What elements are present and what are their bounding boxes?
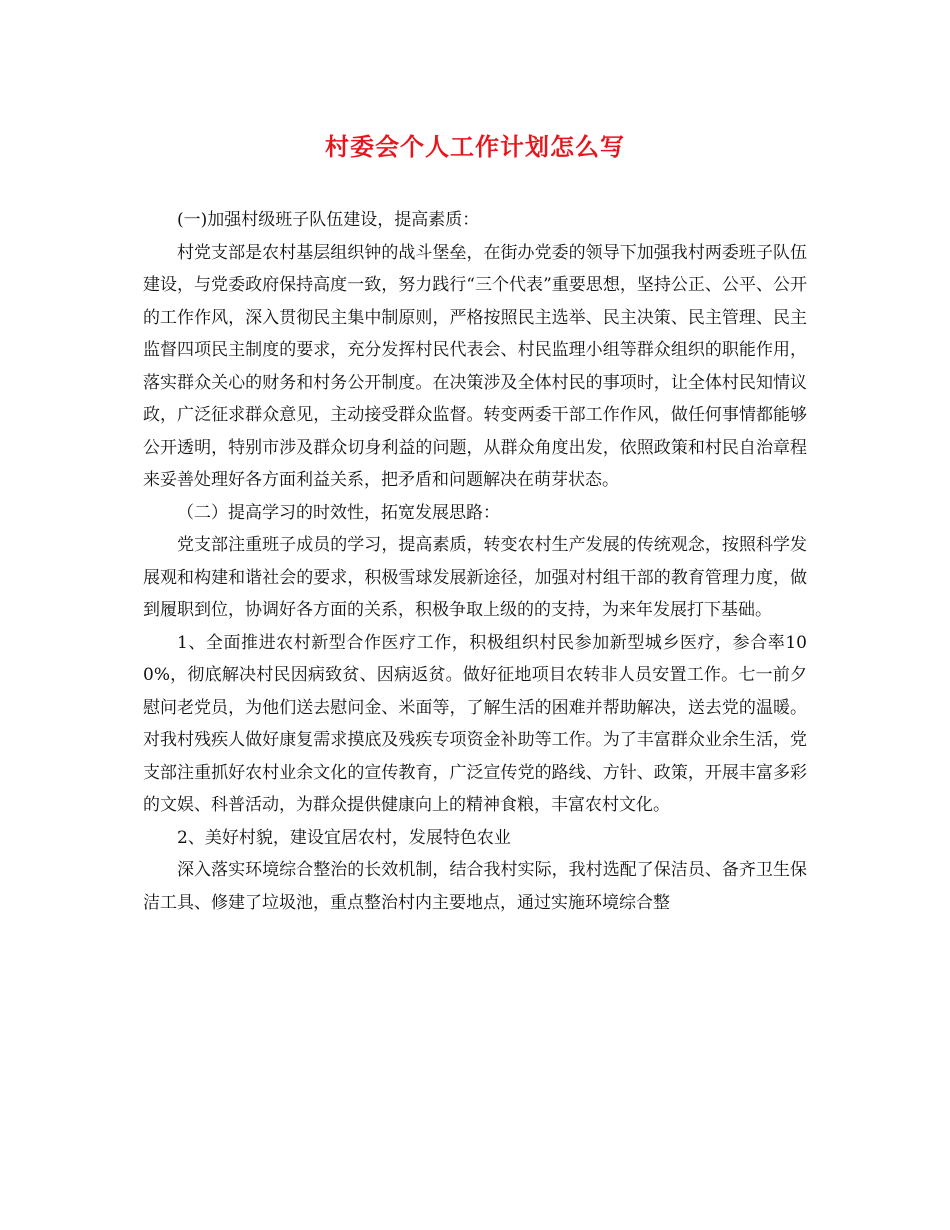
document-title: 村委会个人工作计划怎么写: [325, 132, 625, 161]
paragraph-1: 村党支部是农村基层组织钟的战斗堡垒，在街办党委的领导下加强我村两委班子队伍建设，与党委政府保持高度一致，努力践行“三个代表”重要思想，坚持公正、公平、公开的工作作风，深入贯彻民主集中制原则，严格按照民主选举、民主决策、民主管理、民主监督四项民主制度的要求，充分发挥村民代表会、村民监理小组等群众组织的职能作用，落实群众关心的财务和村务公开制度。在决策涉及全体村民的事项时，让全体村民知情议政，广泛征求群众意见，主动接受群众监督。转变两委干部工作作风，做任何事情都能够公开透明，特别市涉及群众切身利益的问题，从群众角度出发，依照政策和村民自治章程来妥善处理好各方面利益关系，把矛盾和问题解决在萌芽状态。: [143, 242, 807, 490]
section-heading-3: 2、美好村貌，建设宜居农村，发展特色农业: [177, 827, 511, 848]
section-heading-2: （二）提高学习的时效性，拓宽发展思路：: [177, 502, 500, 523]
paragraph-2: 党支部注重班子成员的学习，提高素质，转变农村生产发展的传统观念，按照科学发展观和构建和谐社会的要求，积极雪球发展新途径，加强对村组干部的教育管理力度，做到履职到位，协调好各方面的关系，积极争取上级的的支持，为来年发展打下基础。: [143, 535, 807, 620]
paragraph-4: 深入落实环境综合整治的长效机制，结合我村实际，我村选配了保洁员、备齐卫生保洁工具、修建了垃圾池，重点整治村内主要地点，通过实施环境综合整: [143, 860, 807, 913]
paragraph-3: 1、全面推进农村新型合作医疗工作，积极组织村民参加新型城乡医疗，参合率100%，彻底解决村民因病致贫、因病返贫。做好征地项目农转非人员安置工作。七一前夕慰问老党员，为他们送去慰问金、米面等，了解生活的困难并帮助解决，送去党的温暖。对我村残疾人做好康复需求摸底及残疾专项资金补助等工作。为了丰富群众业余生活，党支部注重抓好农村业余文化的宣传教育，广泛宣传党的路线、方针、政策，开展丰富多彩的文娱、科普活动，为群众提供健康向上的精神食粮，丰富农村文化。: [143, 632, 807, 815]
document-body: [143, 204, 807, 919]
section-heading-1: (一)加强村级班子队伍建设，提高素质：: [177, 210, 480, 230]
